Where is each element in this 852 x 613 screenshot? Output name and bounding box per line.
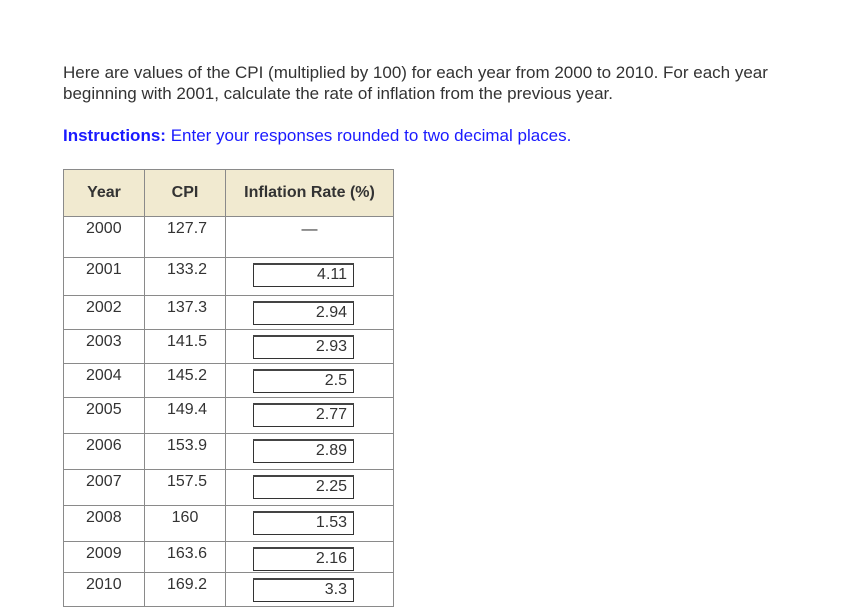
inflation-rate-cell — [226, 542, 394, 573]
question-text: Here are values of the CPI (multiplied by 100) for each year from 2000 to 2010. For each year beginning with 2001, calculate the rate of inflation from the previous year. — [63, 63, 768, 103]
inflation-rate-cell — [226, 364, 394, 398]
inflation-rate-input[interactable]: 1.53 — [253, 511, 354, 535]
table-row — [64, 217, 394, 258]
cpi-cell: 137.3 — [145, 296, 226, 330]
year-cell: 2001 — [64, 258, 145, 296]
cpi-cell: 169.2 — [145, 573, 226, 607]
inflation-rate-input[interactable]: 2.25 — [253, 475, 354, 499]
table-row — [64, 542, 394, 573]
instructions — [63, 125, 823, 146]
inflation-rate-cell — [226, 506, 394, 542]
inflation-rate-input[interactable]: 2.5 — [253, 369, 354, 393]
inflation-rate-input[interactable]: 4.11 — [253, 263, 354, 287]
inflation-rate-cell — [226, 573, 394, 607]
year-cell: 2000 — [64, 217, 145, 258]
year-cell: 2009 — [64, 542, 145, 573]
cpi-cell: 133.2 — [145, 258, 226, 296]
inflation-rate-cell — [226, 398, 394, 434]
table-row — [64, 330, 394, 364]
cpi-cell: 145.2 — [145, 364, 226, 398]
inflation-rate-cell — [226, 296, 394, 330]
inflation-rate-input[interactable]: 2.93 — [253, 335, 354, 359]
inflation-rate-cell — [226, 217, 394, 258]
table-row — [64, 470, 394, 506]
year-cell: 2005 — [64, 398, 145, 434]
inflation-rate-input[interactable]: 2.16 — [253, 547, 354, 571]
year-cell: 2010 — [64, 573, 145, 607]
inflation-rate-cell — [226, 258, 394, 296]
inflation-rate-input[interactable]: 2.77 — [253, 403, 354, 427]
header-inflation-rate: Inflation Rate (%) — [226, 170, 394, 217]
year-cell: 2004 — [64, 364, 145, 398]
cpi-cell: 157.5 — [145, 470, 226, 506]
header-year: Year — [64, 170, 145, 217]
table-row — [64, 296, 394, 330]
table-row — [64, 364, 394, 398]
inflation-rate-cell — [226, 434, 394, 470]
year-cell: 2003 — [64, 330, 145, 364]
inflation-rate-input[interactable]: 3.3 — [253, 578, 354, 602]
instructions-label: Instructions: — [63, 126, 166, 145]
cpi-cell: 153.9 — [145, 434, 226, 470]
year-cell: 2002 — [64, 296, 145, 330]
table-header-row — [64, 170, 394, 217]
table-row — [64, 506, 394, 542]
cpi-cell: 127.7 — [145, 217, 226, 258]
cpi-cell: 160 — [145, 506, 226, 542]
not-applicable-dash: — — [301, 221, 318, 238]
table-row — [64, 398, 394, 434]
year-cell: 2008 — [64, 506, 145, 542]
cpi-cell: 149.4 — [145, 398, 226, 434]
inflation-rate-cell — [226, 470, 394, 506]
inflation-rate-input[interactable]: 2.89 — [253, 439, 354, 463]
header-cpi: CPI — [145, 170, 226, 217]
instructions-text: Enter your responses rounded to two decimal places. — [170, 126, 572, 145]
year-cell: 2007 — [64, 470, 145, 506]
table-row — [64, 434, 394, 470]
table-row — [64, 573, 394, 607]
table-row — [64, 258, 394, 296]
cpi-table — [63, 169, 394, 607]
cpi-cell: 141.5 — [145, 330, 226, 364]
cpi-cell: 163.6 — [145, 542, 226, 573]
inflation-rate-input[interactable]: 2.94 — [253, 301, 354, 325]
inflation-rate-cell — [226, 330, 394, 364]
year-cell: 2006 — [64, 434, 145, 470]
